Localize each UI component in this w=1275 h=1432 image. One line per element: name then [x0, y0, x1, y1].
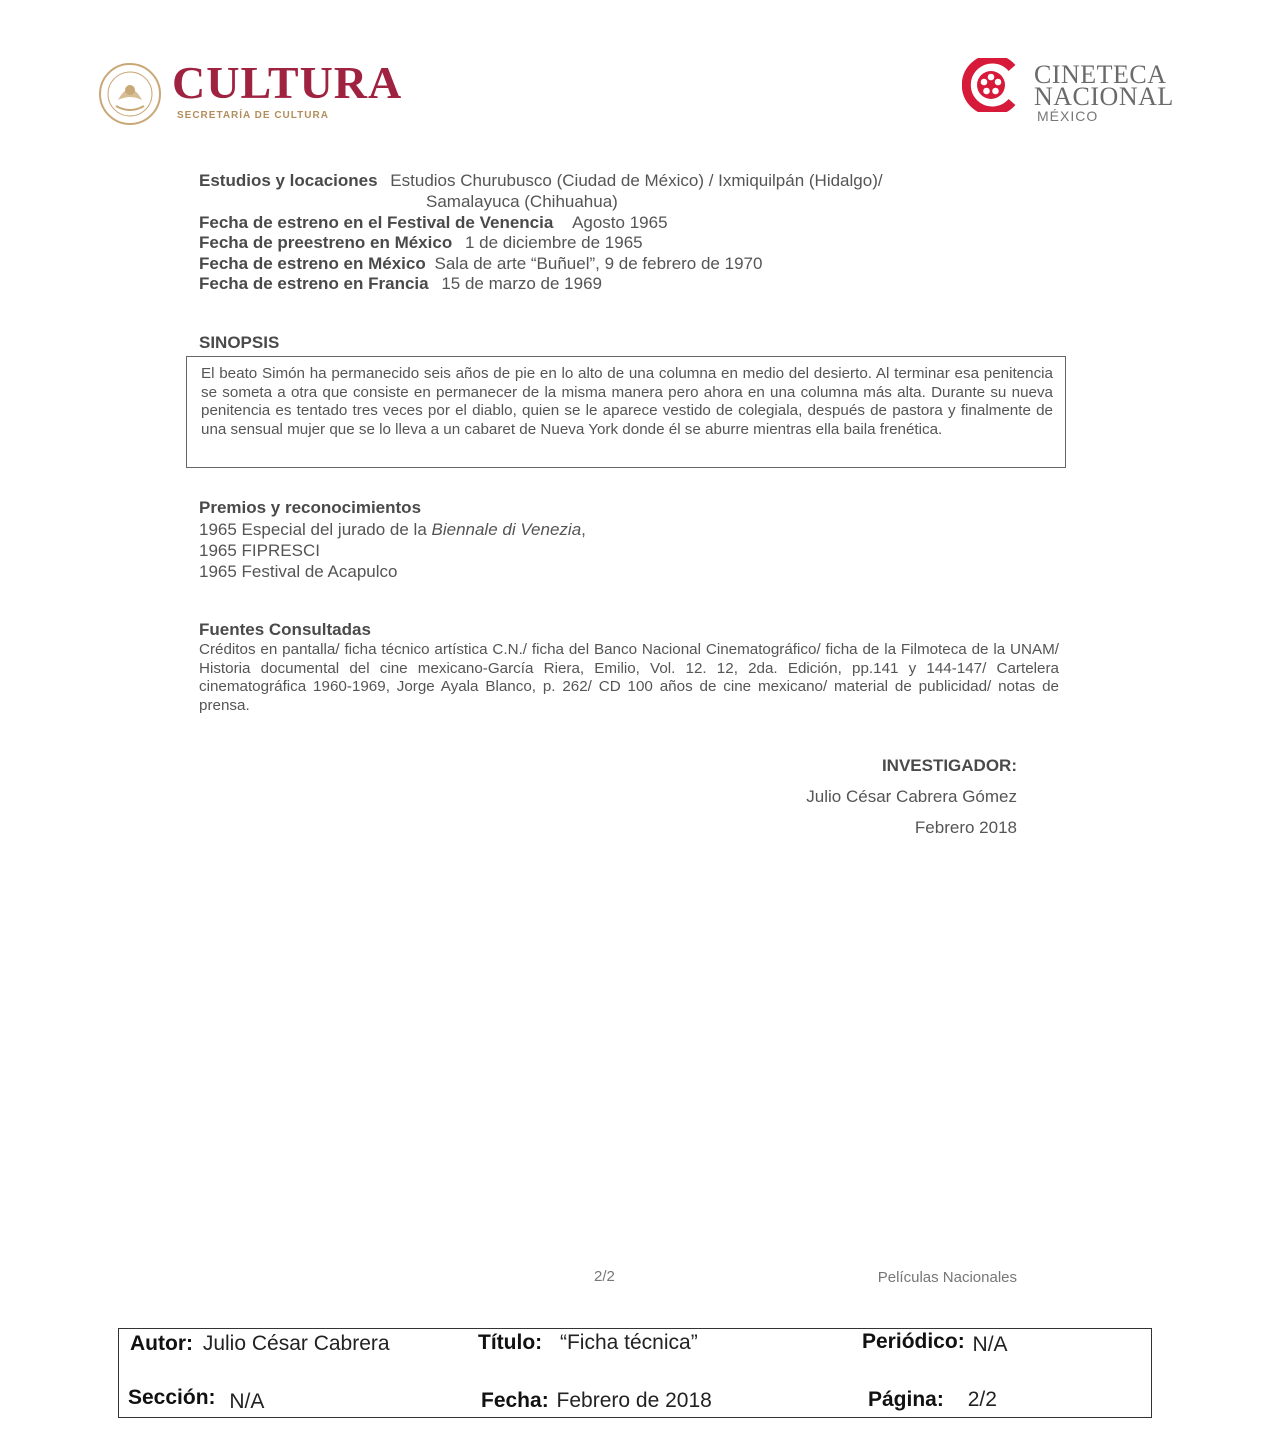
- detail-value: 15 de marzo de 1969: [441, 274, 602, 293]
- detail-label: Fecha de estreno en el Festival de Venencia: [199, 213, 554, 232]
- periodico-label: Periódico:: [862, 1330, 965, 1353]
- fecha-label: Fecha:: [481, 1389, 549, 1412]
- fecha-value: Febrero de 2018: [556, 1389, 712, 1412]
- periodico-value: N/A: [972, 1333, 1008, 1356]
- periodico-field: [862, 1330, 1008, 1354]
- sinopsis-box: [186, 356, 1066, 468]
- premios-heading: Premios y reconocimientos: [199, 498, 422, 517]
- detail-value: Estudios Churubusco (Ciudad de México) / Ixmiquilpán (Hidalgo)/: [390, 171, 883, 190]
- autor-field: [130, 1332, 390, 1356]
- premio-item: 1965 Festival de Acapulco: [199, 562, 398, 581]
- cineteca-logo-line2: NACIONAL: [1034, 82, 1174, 111]
- premio-punct: ,: [581, 520, 586, 539]
- detail-value: Samalayuca (Chihuahua): [426, 192, 618, 211]
- cineteca-logo-line3: MÉXICO: [1037, 108, 1099, 124]
- detail-row: [426, 192, 618, 212]
- detail-row: [199, 171, 883, 191]
- seccion-label: Sección:: [128, 1386, 216, 1409]
- detail-value: Agosto 1965: [572, 213, 668, 232]
- detail-value: Sala de arte “Buñuel”, 9 de febrero de 1970: [434, 254, 763, 273]
- autor-value: Julio César Cabrera: [202, 1332, 390, 1355]
- premio-item: [199, 519, 586, 540]
- titulo-label: Título:: [478, 1331, 543, 1354]
- mexico-seal-icon: [98, 60, 162, 128]
- pagina-value: 2/2: [967, 1388, 997, 1411]
- premio-item: 1965 FIPRESCI: [199, 541, 320, 560]
- cultura-logo-text: CULTURA: [172, 57, 403, 108]
- page-number: 2/2: [594, 1268, 615, 1285]
- autor-label: Autor:: [130, 1332, 193, 1355]
- cultura-logo-subtitle: SECRETARÍA DE CULTURA: [177, 110, 329, 121]
- detail-label: Fecha de estreno en Francia: [199, 274, 429, 293]
- pagina-label: Página:: [868, 1388, 944, 1411]
- detail-label: Estudios y locaciones: [199, 171, 378, 190]
- investigador-heading: INVESTIGADOR:: [881, 756, 1017, 775]
- detail-label: Fecha de estreno en México: [199, 254, 426, 273]
- investigador-name: Julio César Cabrera Gómez: [806, 787, 1017, 806]
- titulo-value: “Ficha técnica”: [559, 1331, 698, 1354]
- detail-row: [199, 274, 602, 294]
- detail-value: 1 de diciembre de 1965: [464, 233, 643, 252]
- detail-row: [199, 254, 762, 274]
- premio-text: 1965 Especial del jurado de la: [199, 520, 432, 539]
- detail-row: [199, 233, 643, 253]
- premio-italic-text: Biennale di Venezia: [431, 520, 582, 539]
- film-reel-icon: [962, 58, 1020, 112]
- titulo-field: [478, 1331, 698, 1355]
- fecha-field: [481, 1389, 712, 1413]
- page-section: Películas Nacionales: [877, 1269, 1017, 1286]
- detail-row: [199, 213, 668, 233]
- sinopsis-text: El beato Simón ha permanecido seis años de pie en lo alto de una columna en medio del desierto. Al terminar esa penitencia se someta a otra que consiste en permanecer de la misma manera pero ahora en una columna más alta. Durante su nueva penitencia es tentado tres veces por el diablo, quien se le aparece vestido de colegiala, después de pastora y finalmente de una sensual mujer que se lo lleva a un cabaret de Nueva York donde él se aburre mientras ella baila frenética.: [201, 365, 1053, 438]
- investigador-date: Febrero 2018: [914, 818, 1017, 837]
- fuentes-text: Créditos en pantalla/ ficha técnico artística C.N./ ficha del Banco Nacional Cinematográfico/ ficha de la Filmoteca de la UNAM/ Historia documental del cine mexicano-García Riera, Emilio, Vol. 12. 12, 2da. Edición, pp.141 y 144-147/ Cartelera cinematográfica 1960-1969, Jorge Ayala Blanco, p. 262/ CD 100 años de cine mexicano/ material de publicidad/ notas de prensa.: [199, 641, 1059, 714]
- cineteca-logo-line1: CINETECA: [1034, 60, 1167, 89]
- fuentes-heading: Fuentes Consultadas: [199, 620, 371, 639]
- pagina-field: [868, 1388, 997, 1412]
- seccion-field: [128, 1386, 265, 1413]
- seccion-value: N/A: [229, 1390, 265, 1413]
- sinopsis-heading: SINOPSIS: [199, 333, 280, 352]
- detail-label: Fecha de preestreno en México: [199, 233, 453, 252]
